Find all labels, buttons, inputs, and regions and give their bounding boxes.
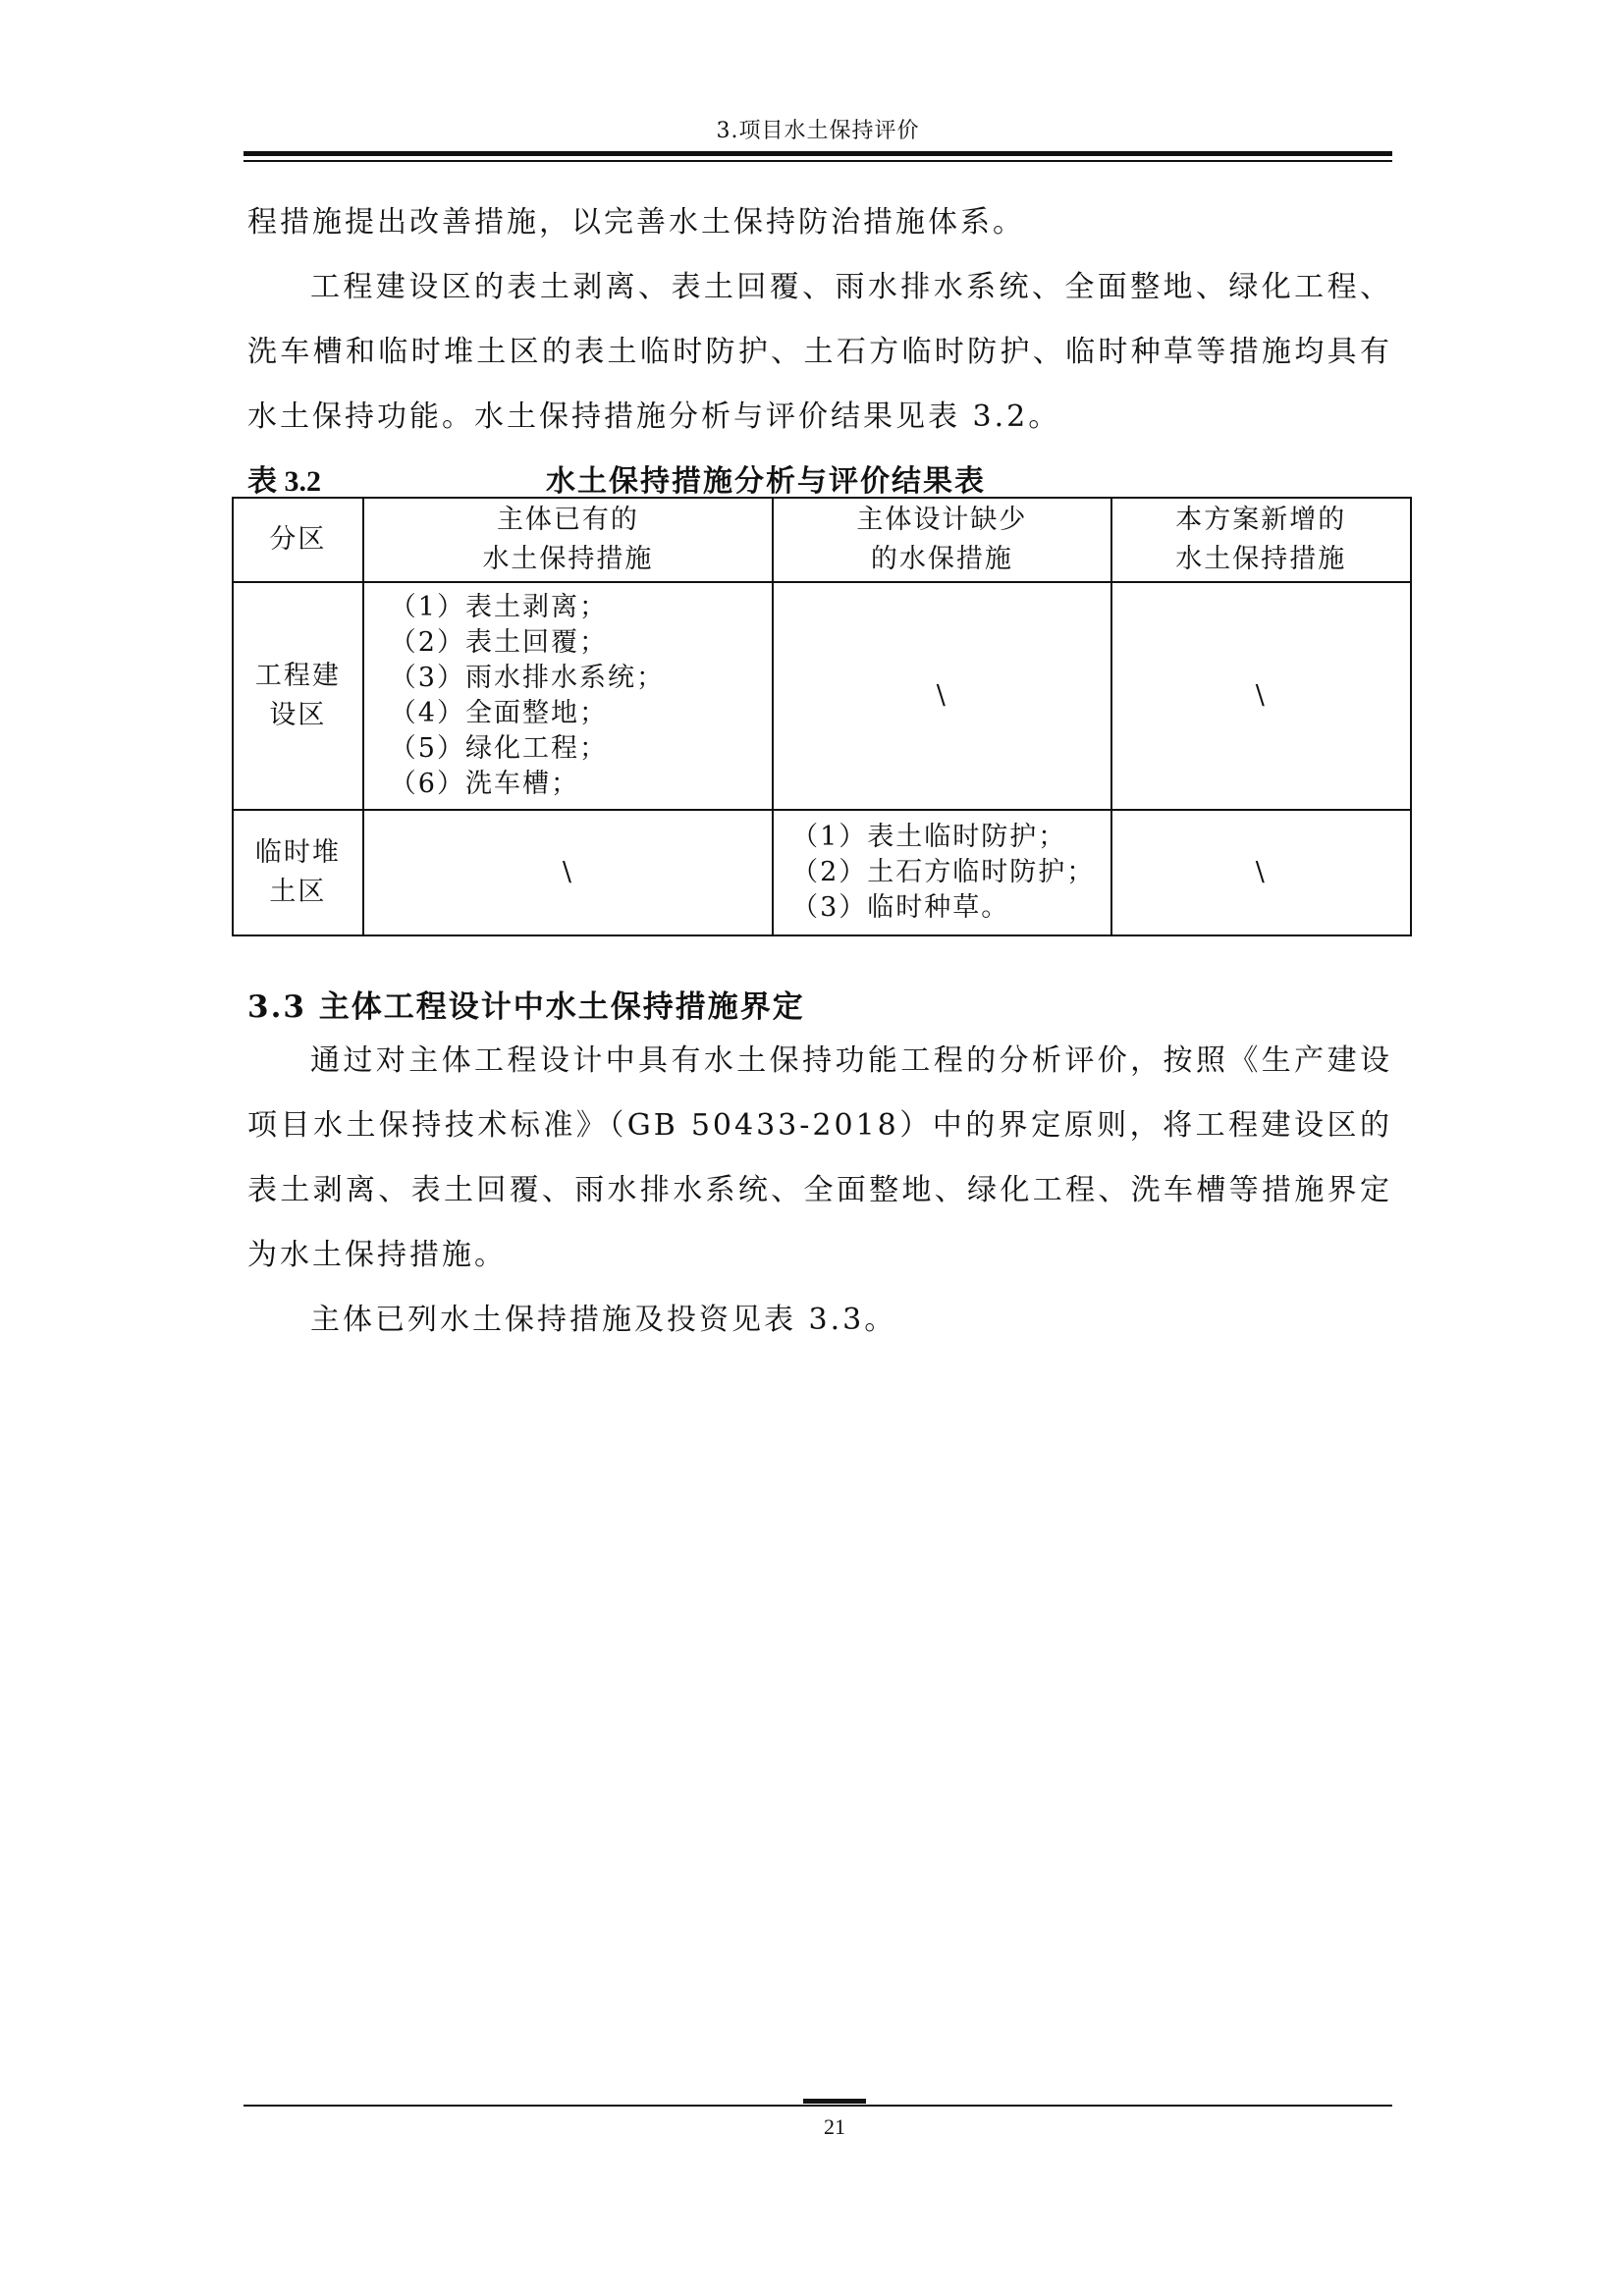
section-heading: 3.3 主体工程设计中水土保持措施界定 [247, 989, 805, 1025]
new-cell [1111, 582, 1411, 810]
paragraph-4: 主体已列水土保持措施及投资见表 3.3。 [310, 1303, 897, 1337]
paragraph-2: 工程建设区的表土剥离、表土回覆、雨水排水系统、全面整地、绿化工程、洗车槽和临时堆土区的表土临时防护、土石方临时防护、临时种草等措施均具有水土保持功能。水土保持措施分析与评价结果见表 3.2。 [247, 270, 1392, 434]
header-new [1111, 498, 1411, 582]
zone-line1: 工程建 [254, 661, 341, 691]
header-existing-line1: 主体已有的 [496, 505, 639, 535]
header-existing-line2: 水土保持措施 [482, 544, 654, 574]
header-missing-line1: 主体设计缺少 [856, 505, 1028, 535]
empty-marker: \ [562, 857, 573, 887]
list-item: （2）土石方临时防护； [791, 857, 1096, 887]
list-item: （6）洗车槽； [389, 769, 579, 799]
header-rule-thin [244, 160, 1392, 162]
list-item: （2）表土回覆； [389, 627, 608, 658]
list-item: （1）表土临时防护； [791, 822, 1067, 852]
missing-cell [773, 810, 1110, 935]
header-missing [773, 498, 1110, 582]
empty-marker: \ [1255, 680, 1267, 711]
existing-measures-list [364, 586, 772, 806]
page-header-title: 3.项目水土保持评价 [716, 119, 920, 143]
header-zone [233, 498, 363, 582]
empty-marker: \ [936, 680, 947, 711]
paragraph-1: 程措施提出改善措施，以完善水土保持防治措施体系。 [247, 205, 1025, 240]
missing-cell [773, 582, 1110, 810]
missing-measures-list [774, 816, 1110, 930]
header-missing-line2: 的水保措施 [870, 544, 1013, 574]
header-new-line2: 水土保持措施 [1175, 544, 1347, 574]
empty-marker: \ [1255, 857, 1267, 887]
footer-mark [803, 2099, 866, 2104]
header-existing [363, 498, 773, 582]
table-row [233, 810, 1411, 935]
list-item: （1）表土剥离； [389, 592, 608, 622]
list-item: （3）临时种草。 [791, 892, 1010, 923]
measures-table [232, 497, 1412, 936]
table-row [233, 582, 1411, 810]
existing-cell [363, 582, 773, 810]
header-new-line1: 本方案新增的 [1175, 505, 1347, 535]
zone-cell [233, 582, 363, 810]
list-item: （3）雨水排水系统； [389, 663, 665, 693]
header-rule-thick [244, 151, 1392, 156]
header-zone-text: 分区 [269, 524, 327, 555]
paragraph-3: 通过对主体工程设计中具有水土保持功能工程的分析评价，按照《生产建设项目水土保持技术标准》（GB 50433-2018）中的界定原则，将工程建设区的表土剥离、表土回覆、雨水排水系统、全面整地、绿化工程、洗车槽等措施界定为水土保持措施。 [247, 1043, 1392, 1272]
table-header-row [233, 498, 1411, 582]
table-caption-title: 水土保持措施分析与评价结果表 [546, 464, 986, 499]
list-item: （4）全面整地； [389, 698, 608, 728]
table-caption-number: 表 3.2 [247, 465, 321, 498]
zone-line2: 土区 [269, 877, 327, 907]
existing-cell [363, 810, 773, 935]
zone-line2: 设区 [269, 700, 327, 730]
zone-cell [233, 810, 363, 935]
page-number: 21 [824, 2114, 845, 2139]
footer-rule [244, 2105, 1392, 2107]
list-item: （5）绿化工程； [389, 733, 608, 764]
new-cell [1111, 810, 1411, 935]
zone-line1: 临时堆 [254, 837, 341, 868]
